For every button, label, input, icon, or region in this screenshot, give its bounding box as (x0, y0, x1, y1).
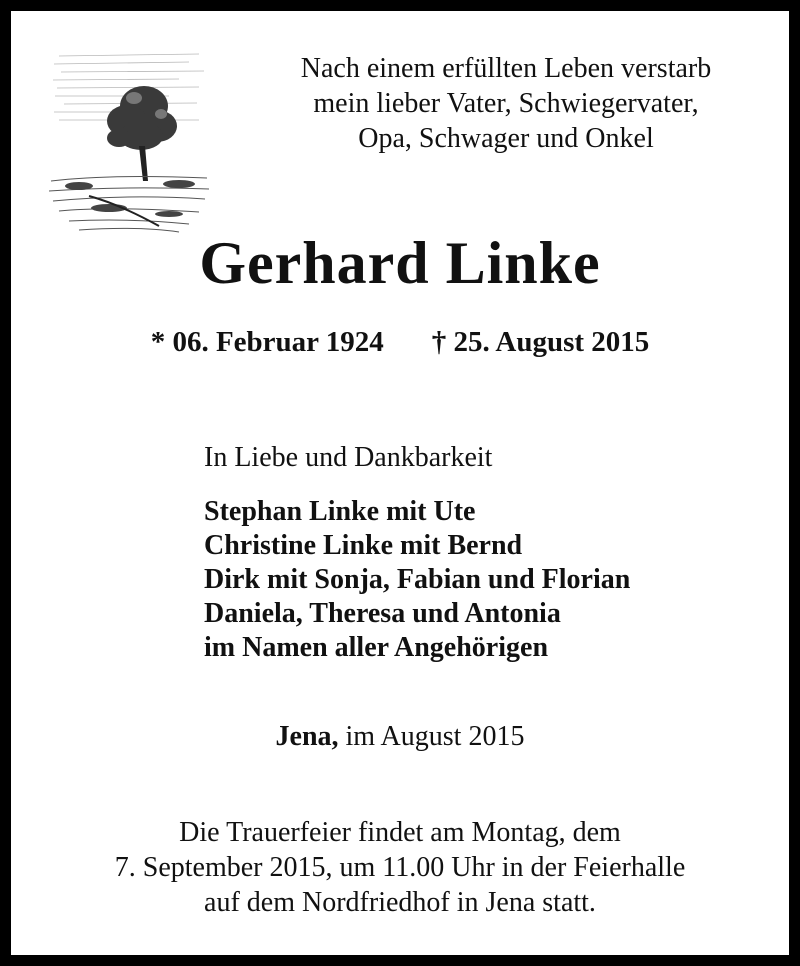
place-date (11, 719, 789, 755)
family-line: Dirk mit Sonja, Fabian und Florian (204, 564, 631, 595)
family-line: im Namen aller Angehörigen (204, 632, 549, 663)
intro-line: mein lieber Vater, Schwiegervater, (313, 88, 699, 119)
funeral-line: Die Trauerfeier findet am Montag, dem (179, 817, 621, 848)
family-line: Stephan Linke mit Ute (204, 496, 476, 527)
funeral-line: auf dem Nordfriedhof in Jena statt. (204, 887, 596, 918)
life-dates (11, 324, 789, 360)
deceased-name: Gerhard Linke (199, 230, 601, 296)
death-date: † 25. August 2015 (431, 326, 650, 358)
family-line: Daniela, Theresa und Antonia (204, 598, 561, 629)
obituary-notice (11, 11, 789, 955)
intro-text (256, 51, 756, 156)
intro-line: Nach einem erfüllten Leben verstarb (300, 53, 712, 84)
funeral-line: 7. September 2015, um 11.00 Uhr in der Feierhalle (114, 852, 686, 883)
date-text: im August 2015 (345, 721, 525, 752)
funeral-info (11, 815, 789, 920)
intro-line: Opa, Schwager und Onkel (358, 123, 654, 154)
thanks-line: In Liebe und Dankbarkeit (204, 442, 493, 473)
family-line: Christine Linke mit Bernd (204, 530, 523, 561)
family-list (204, 495, 630, 665)
tree-landscape-icon (49, 36, 209, 236)
birth-date: * 06. Februar 1924 (150, 326, 384, 358)
place-name: Jena, (275, 721, 339, 752)
